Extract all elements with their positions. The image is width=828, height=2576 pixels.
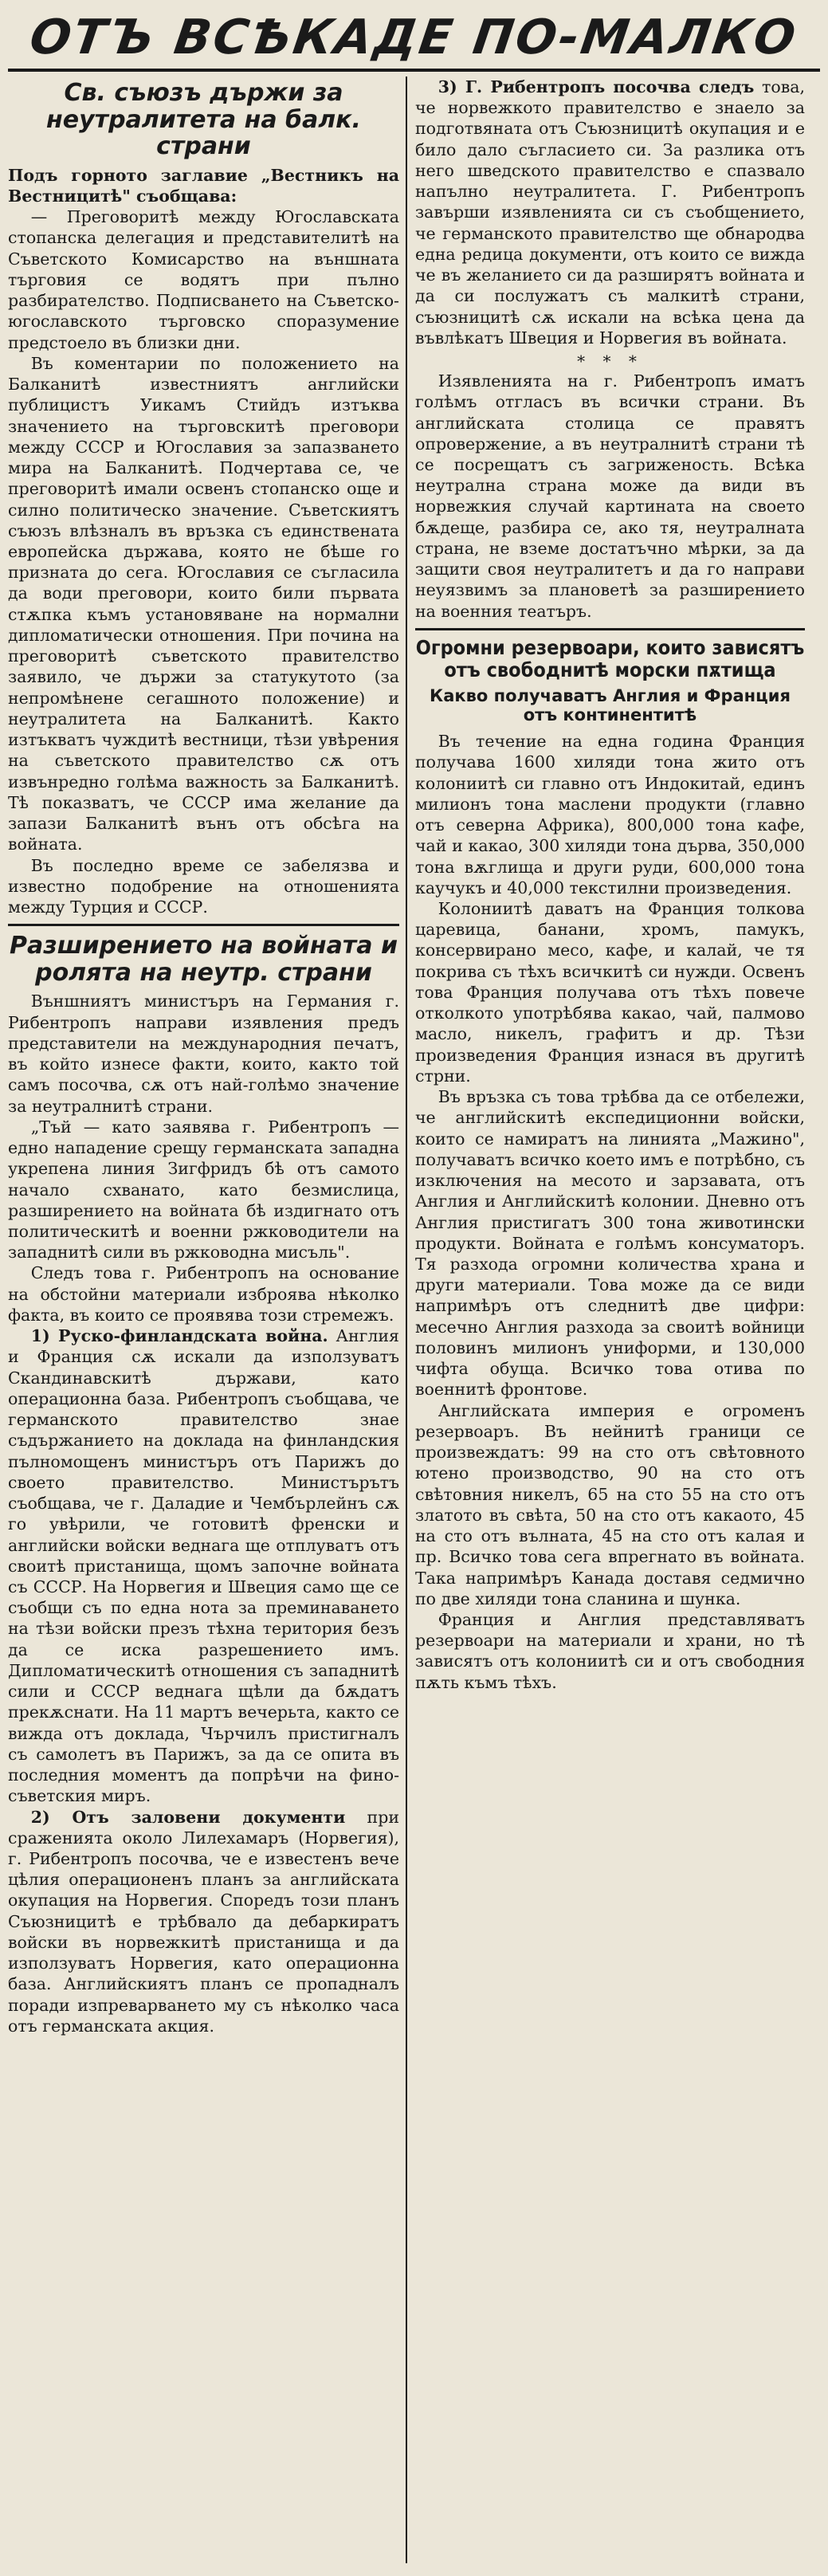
article3-paragraph: Въ течение на една година Франция получава 1600 хиляди тона жито отъ колониитѣ си главно отъ Индокитай, единъ милионъ тона маслени продукти (главно отъ северна Африка), 800,000 тона кафе, чай и какао, 300 хиляди тона дърва, 350,000 тона вѫглища и други руди, 600,000 тона каучукъ и 40,000 текстилни произведения.	[415, 732, 805, 897]
point2-title: 2) Отъ заловени документи	[30, 1807, 346, 1827]
article2-paragraph: „Тъй — като заявява г. Рибентропъ — едно нападение срещу германската западна укрепена линия Зигфридъ бѣ отъ самото начало схванато, като безмислица, разширението на войната бѣ издигнато отъ политическитѣ и военни ржководители на западнитѣ сили въ ржководна мисъль".	[8, 1117, 399, 1262]
columns	[8, 77, 820, 2563]
article2-point1	[8, 1325, 399, 1806]
article3-paragraph: Колониитѣ даватъ на Франция толкова царевица, банани, хромъ, памукъ, консервирано месо, кафе, и калай, че тя покрива съ тѣхъ всичкитѣ си нужди. Освенъ това Франция получава отъ тѣхъ повече отколкото употрѣбява какао, чай, палмово масло, никелъ, графитъ и др. Тѣзи произведения Франция изнася въ другитѣ стрни.	[415, 899, 805, 1086]
article3-subhead: Какво получаватъ Англия и Франция отъ континентитѣ	[430, 685, 791, 724]
article1-paragraph: Въ последно време се забелязва и известно подобрение на отношенията между Турция и СССР.	[8, 855, 399, 917]
article3-headline: Огромни резервоари, които зависятъ отъ свободнитѣ морски пѫтища	[415, 635, 805, 681]
article1-lead: Подъ горното заглавие „Вестникъ на Вестницитѣ" съобщава:	[8, 165, 399, 206]
section-banner	[8, 6, 820, 72]
left-column	[8, 77, 406, 2563]
article2-point3	[415, 77, 805, 348]
divider	[415, 628, 805, 630]
article2-headline: Разширението на войната и ролята на неутр. страни	[9, 932, 398, 987]
point1-text: Англия и Франция сѫ искали да използуватъ Скандинавскитѣ държави, като операционна база. Рибентропъ съобщава, че германското правителство знае съдържанието на доклада на финландския пълномощенъ министъръ отъ Парижъ до своето правителство. Министърътъ съобщава, че г. Даладие и Чембърлейнъ сѫ го увѣрили, че готовитѣ френски и английски войски веднага ще отплуватъ отъ своитѣ пристанища, щомъ започне войната съ СССР. На Норвегия и Швеция само ще се съобщи съ по една нота за преминаването на тѣзи войски презъ тѣхна територия безъ да се иска разрешението имъ. Дипломатическитѣ отношения съ западнитѣ сили и СССР веднага щѣли да бѫдатъ прекѫснати. На 11 мартъ вечерьта, както се вижда отъ доклада, Чърчилъ пристигналъ съ самолетъ въ Парижъ, за да се опита въ последния моментъ да попрѣчи на фино-съветския миръ.	[8, 1326, 399, 1806]
article2-paragraph: Външниятъ министъръ на Германия г. Рибентропъ направи изявления предъ представители на международния печатъ, въ който изнесе факти, които, както той самъ посочва, сѫ отъ най-голѣмо значение за неутралнитѣ страни.	[8, 992, 399, 1116]
point3-text: това, че норвежкото правителство е знаело за подготвяната отъ Съюзницитѣ окупация и е било дало съгласието си. За разлика отъ него шведското правителство е спазвало напълно неутралитета. Г. Рибентропъ завърши изявленията си съ съобщението, че германското правителство ще обнародва една редица документи, отъ които се вижда че въ желанието си да разширятъ войната и да си послужатъ съ малкитѣ страни, съюзницитѣ сѫ искали на всѣка цена да въвлѣкатъ Швеция и Норвегия въ войната.	[415, 77, 805, 348]
article2-conclusion: Изявленията на г. Рибентропъ иматъ голѣмъ отгласъ въ всички страни. Въ английската столица се правятъ опровержение, а въ неутралнитѣ страни тѣ се посрещатъ съ загриженость. Всѣка неутрална страна може да види въ норвежкия случай картината на своето бѫдеще, разбира се, ако тя, неутралната страна, не вземе достатъчно мѣрки, за да защити своя неутралитетъ и да го направи неуязвимъ за плановетѣ за разширението на военния театъръ.	[415, 371, 805, 621]
point1-title: 1) Руско-финландската война.	[30, 1326, 328, 1346]
article1-paragraph: — Преговоритѣ между Югославската стопанска делегация и представителитѣ на Съветското Комисарство на външната търговия се водятъ при пълно разбирателство. Подписването на Съветско-югославското търговско споразумение предстоело въ близки дни.	[8, 207, 399, 352]
section-stars: * * *	[577, 351, 643, 371]
article2-paragraph: Следъ това г. Рибентропъ на основание на обстойни материали изброява нѣколко факта, въ които се проявява този стремежъ.	[8, 1263, 399, 1325]
divider	[8, 924, 399, 926]
article2-point2	[8, 1807, 399, 2037]
banner-title: ОТЪ ВСѢКАДЕ ПО-МАЛКО	[26, 10, 802, 65]
article3-paragraph: Въ връзка съ това трѣбва да се отбележи, че английскитѣ експедиционни войски, които се намиратъ на линията „Мажино", получаватъ всичко което имъ е потрѣбно, съ изключения на месото и зарзавата, отъ Англия и Английскитѣ колонии. Дневно отъ Англия пристигатъ 300 тона животински продукти. Войната е голѣмъ консуматоръ. Тя разхода огромни количества храна и други материали. Това може да се види напримѣръ отъ следнитѣ две цифри: месечно Англия разхода за своитѣ войници половинъ милионъ униформи, и 130,000 чифта обуща. Всичко това отива по военнитѣ фронтове.	[415, 1087, 805, 1400]
article3-paragraph: Английската империя е огроменъ резервоаръ. Въ нейнитѣ граници се произвеждатъ: 99 на сто отъ свѣтовното ютено производство, 90 на сто отъ свѣтовния никелъ, 65 на сто 55 на сто отъ златото въ свѣта, 50 на сто отъ какаото, 45 на сто отъ вълната, 45 на сто отъ калая и пр. Всичко това сега впрегнато въ войната. Така напримѣръ Канада доставя седмично по две хиляди тона сланина и шунка.	[415, 1400, 805, 1608]
point3-title: 3) Г. Рибентропъ посочва следъ	[438, 77, 755, 96]
point2-text: при сраженията около Лилехамаръ (Норвегия), г. Рибентропъ посочва, че е известенъ вече цѣлия операционенъ планъ за английската окупация на Норвегия. Споредъ този планъ Съюзницитѣ е трѣбвало да дебаркиратъ войски въ норвежкитѣ пристанища и да използуватъ Норвегия, като операционна база. Английскиятъ планъ се пропадналъ поради изпреварването му съ нѣколко часа отъ германската акция.	[8, 1807, 399, 2036]
right-column	[407, 77, 805, 2563]
article1-paragraph: Въ коментарии по положението на Балканитѣ известниятъ английски публицистъ Уикамъ Стийдъ изтъква значението на търговскитѣ преговори между СССР и Югославия за запазването мира на Балканитѣ. Подчертава се, че преговоритѣ имали освенъ стопанско още и силно политическо значение. Съветскиятъ съюзъ влѣзналъ въ връзка съ единствената европейска държава, която не бѣше го призната до сега. Югославия се съгласила да води преговори, които били първата стѫпка къмъ установяване на нормални дипломатически отношения. При почина на преговоритѣ съветското правителство заявило, че държи за статукутото (за непромѣнене сегашното положение) и неутралитета на Балканитѣ. Както изтъкватъ чуждитѣ вестници, тѣзи увѣрения на съветското правителство сѫ отъ извънредно голѣма важность за Балканитѣ. Тѣ показватъ, че СССР има желание да запази Балканитѣ вънъ отъ обсѣга на войната.	[8, 353, 399, 854]
article1-headline: Св. съюзъ държи за неутралитета на балк. страни	[46, 79, 361, 161]
article3-paragraph: Франция и Англия представляватъ резервоари на материали и храни, но тѣ зависятъ отъ колониитѣ си и отъ свободния пѫть къмъ тѣхъ.	[415, 1609, 805, 1692]
